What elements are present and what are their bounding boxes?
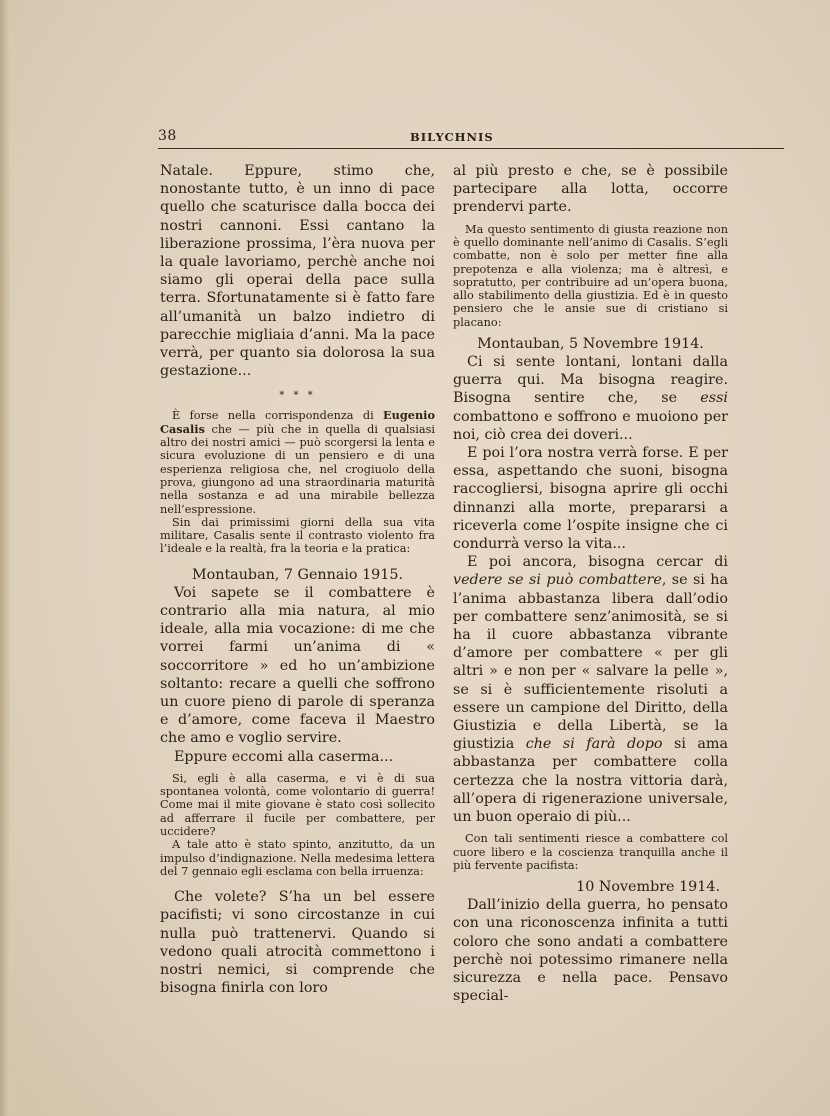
letter-paragraph: Eppure eccomi alla caserma...: [174, 748, 394, 765]
commentary-paragraph: Si, egli è alla caserma, e vi è di sua spontanea volontà, come volontario di guerra! Come mai il mite giovane è stato così sollecito ad afferrare il fucile per combattere, per uccidere?: [160, 771, 435, 838]
text-run: si ama abbastanza per combattere colla certezza che la nostra vittoria darà, all’opera di rigenerazione universale, un buon operaio di più...: [453, 736, 728, 826]
letter-paragraph: E poi l’ora nostra verrà forse. E per essa, aspettando che suoni, bisogna raccogliersi, bisogna aprire gli occhi dinnanzi alla morte, prepararsi a riceverla come l’ospite insigne che ci condurrà verso la vita...: [453, 445, 728, 553]
commentary-paragraph: [160, 409, 435, 515]
paragraph: Natale. Eppure, stimo che, nonostante tutto, è un inno di pace quello che scaturisce dalla bocca dei nostri cannoni. Essi cantano la liberazione prossima, l’èra nuova per la quale lavoriamo, perchè anche noi siamo gli operai della pace sulla terra. Sfortunatamente si è fatto fare all’umanità un balzo indietro di parecchie migliaia d’anni. Ma la pace verrà, per quanto sia dolorosa la sua gestazione...: [160, 163, 435, 380]
commentary-paragraph: A tale atto è stato spinto, anzitutto, da un impulso d’indignazione. Nella medesima lettera del 7 gennaio egli esclama con bella irruenza:: [160, 838, 435, 878]
letter-paragraph: Voi sapete se il combattere è contrario alla mia natura, al mio ideale, alla mia vocazione: di me che vorrei farmi un’anima di « soccorritore » ed ho un’ambizione soltanto: recare a quelli che soffrono un cuore pieno di parole di speranza e d’amore, come faceva il Maestro che amo e voglio servire.: [160, 584, 435, 747]
letter-paragraph: Che volete? S’ha un bel essere pacifisti; vi sono circostanze in cui nulla può trattenervi. Quando si vedono quali atrocità commettono i nostri nemici, si comprende che bisogna finirla con loro: [160, 889, 435, 997]
section-separator: * * *: [279, 390, 316, 402]
left-column: [160, 162, 435, 997]
letter-dateline: Montauban, 5 Novembre 1914.: [477, 335, 704, 352]
text-run: , se si ha l’anima abbastanza libera dall’odio per combattere senz’animosità, se si ha il cuore abbastanza vibrante d’amore per combattere « per gli altri » e non per « salvare la pelle », se si è sufficientemente risoluti a essere un campione del Diritto, della Giustizia e della Libertà, se la giustizia: [453, 572, 728, 753]
page-number: 38: [158, 128, 177, 144]
running-title: BILYCHNIS: [410, 130, 494, 144]
person-name: Eugenio Casalis: [160, 408, 435, 436]
commentary-paragraph: Ma questo sentimento di giusta reazione non è quello dominante nell’animo di Casalis. S’egli combatte, non è solo per metter fine alla prepotenza e alla violenza; ma è altresì, e sopratutto, per contribuire ad un’opera buona, allo stabilimento della giustizia. Ed è in questo pensiero che le ansie sue di cristiano si placano:: [453, 222, 728, 329]
letter-dateline: Montauban, 7 Gennaio 1915.: [191, 566, 404, 583]
page-header: [158, 128, 784, 150]
letter-paragraph: [453, 353, 728, 444]
letter-paragraph: al più presto e che, se è possibile partecipare alla lotta, occorre prendervi parte.: [453, 163, 728, 216]
text-run: È forse nella corrispondenza di: [172, 409, 384, 423]
text-run: E poi ancora, bisogna cercar di: [467, 554, 728, 571]
italic-text: vedere se si può combattere: [453, 572, 662, 589]
letter-paragraph: [453, 553, 728, 826]
text-run: Ci si sente lontani, lontani dalla guerra qui. Ma bisogna reagire. Bisogna sentire che, se: [453, 353, 728, 407]
page-edge-shadow: [0, 0, 10, 1116]
commentary-paragraph: Sin dai primissimi giorni della sua vita militare, Casalis sente il contrasto violento fra l’ideale e la realtà, fra la teoria e la pratica:: [160, 515, 435, 556]
right-column: [453, 162, 728, 1005]
text-run: che — più che in quella di qualsiasi altro dei nostri amici — può scorgersi la lenta e sicura evoluzione di un pensiero e di una esperienza religiosa che, nel crogiuolo della prova, giungono ad una straordinaria maturità nella sostanza e ad una mirabile bellezza nell’espressione.: [160, 422, 435, 516]
italic-text: che si farà dopo: [525, 736, 663, 753]
text-run: combattono e soffrono e muoiono per noi, ciò crea dei doveri...: [453, 408, 728, 443]
italic-text: essi: [700, 390, 728, 407]
letter-dateline: 10 Novembre 1914.: [576, 879, 720, 896]
header-rule: [158, 148, 784, 149]
commentary-paragraph: Con tali sentimenti riesce a combattere col cuore libero e la coscienza tranquilla anche il più fervente pacifista:: [453, 832, 728, 872]
letter-paragraph: Dall’inizio della guerra, ho pensato con una riconoscenza infinita a tutti coloro che sono andati a combattere perchè noi potessimo rimanere nella sicurezza e nella pace. Pensavo special-: [453, 897, 728, 1005]
